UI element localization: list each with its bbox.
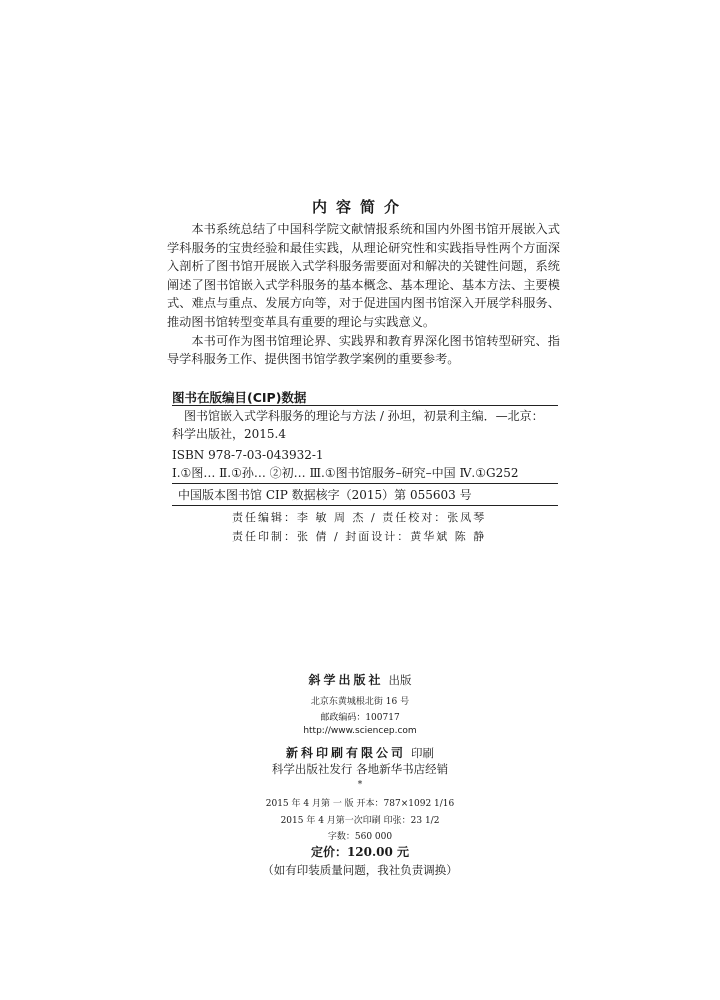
summary-body: [167, 220, 560, 369]
publisher-website: http://www.sciencep.com: [303, 726, 417, 736]
credits-production: 责任印制：张 倩 / 封面设计：黄华斌 陈 静: [232, 530, 487, 543]
cip-record-number: 中国版本图书馆 CIP 数据核字（2015）第 055603 号: [178, 488, 472, 502]
printer-role: 印刷: [411, 746, 435, 760]
credits-editors: 责任编辑：李 敏 周 杰 / 责任校对：张凤琴: [232, 511, 487, 524]
printing-info: 2015 年 4 月第一次印刷 印张：23 1/2: [280, 816, 440, 826]
cip-description: [172, 408, 558, 443]
edition-info: 2015 年 4 月第 一 版 开本：787×1092 1/16: [265, 799, 455, 809]
publisher-name: 斜学出版社: [308, 673, 384, 687]
cip-desc-line-1: 图书馆嵌入式学科服务的理论与方法 / 孙坦，初景利主编．—北京：: [184, 409, 544, 423]
publisher-line: [0, 669, 720, 688]
summary-paragraph-2: 本书可作为图书馆理论界、实践界和教育界深化图书馆转型研究、指导学科服务工作、提供图书馆学教学案例的重要参考。: [167, 333, 560, 367]
cip-top-rule: [172, 405, 558, 406]
cip-classification: Ⅰ.①图… Ⅱ.①孙… ②初… Ⅲ.①图书馆服务–研究–中国 Ⅳ.①G252: [172, 466, 519, 480]
distribution-line: 科学出版社发行 各地新华书店经销: [271, 762, 449, 776]
cip-bottom-rule: [172, 505, 558, 506]
publisher-address: 北京东黄城根北街 16 号: [310, 697, 410, 707]
printer-line: [0, 742, 720, 761]
cip-mid-rule: [172, 483, 558, 484]
quality-notice: （如有印装质量问题，我社负责调换）: [262, 863, 458, 877]
cip-desc-line-2: 科学出版社，2015.4: [172, 426, 286, 441]
word-count: 字数：560 000: [327, 832, 393, 842]
cip-isbn: ISBN 978-7-03-043932-1: [172, 448, 324, 462]
summary-heading: 内容简介: [311, 198, 408, 216]
publisher-postcode: 邮政编码：100717: [320, 713, 400, 723]
publisher-role: 出版: [388, 673, 412, 687]
price-value: 120.00 元: [346, 845, 410, 859]
cip-title: 图书在版编目(CIP)数据: [172, 390, 307, 405]
price-line: [0, 843, 720, 860]
summary-paragraph-1: 本书系统总结了中国科学院文献情报系统和国内外图书馆开展嵌入式学科服务的宝贵经验和最佳实践，从理论研究性和实践指导性两个方面深入剖析了图书馆开展嵌入式学科服务需要面对和解决的关键性问题，系统阐述了图书馆嵌入式学科服务的基本概念、基本理论、基本方法、主要模式、难点与重点、发展方向等，对于促进国内图书馆深入开展学科服务、推动图书馆转型变革具有重要的理论与实践意义。: [167, 222, 560, 329]
printer-name: 新科印刷有限公司: [285, 746, 406, 760]
price-label: 定价：: [310, 845, 347, 859]
separator-star: *: [357, 780, 363, 790]
